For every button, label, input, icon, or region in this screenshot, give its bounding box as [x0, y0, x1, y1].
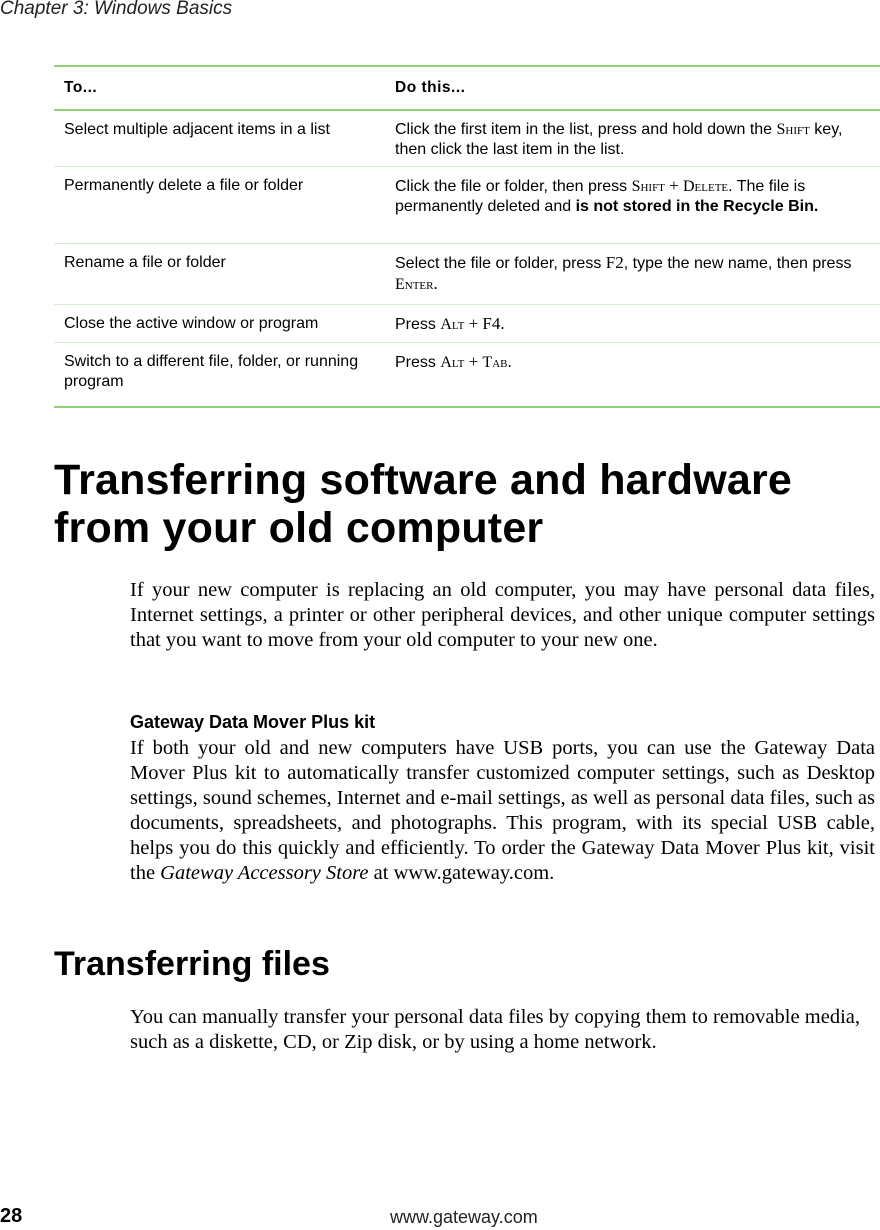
intro-paragraph: If your new computer is replacing an old computer, you may have personal data files, Internet settings, a printer or other peripheral devices, and other unique computer settings that you want to move from your old computer to your new one.	[130, 579, 875, 651]
table-row	[54, 305, 880, 343]
instruction-cell: Click the first item in the list, press and hold down the Shift key, then click the last item in the list.	[395, 121, 843, 158]
key-shift: Shift	[776, 121, 810, 138]
subheading-data-mover: Gateway Data Mover Plus kit	[130, 712, 376, 732]
emphasis-text: is not stored in the Recycle Bin.	[575, 198, 819, 215]
column-header-to: To...	[64, 79, 98, 96]
column-header-do-this: Do this...	[395, 79, 466, 96]
key-alt: Alt	[440, 354, 465, 371]
task-cell: Close the active window or program	[64, 315, 319, 332]
data-mover-paragraph: If both your old and new computers have USB ports, you can use the Gateway Data Mover Plus kit to automatically transfer customized computer settings, such as Desktop settings, sound schemes, Internet and e-mail settings, as well as personal data files, such as documents, spreadsheets, and photographs. This program, with its special USB cable, helps you do this quickly and efficiently. To order the Gateway Data Mover Plus kit, visit the Gateway Accessory Store at www.gateway.com.	[130, 737, 875, 884]
task-cell: Permanently delete a file or folder	[64, 177, 304, 194]
table-row	[54, 244, 880, 305]
task-cell: Select multiple adjacent items in a list	[64, 121, 330, 138]
footer-url: www.gateway.com	[390, 1207, 538, 1227]
key-alt: Alt	[440, 316, 465, 333]
table-row	[54, 111, 880, 167]
key-tab: Tab	[482, 354, 508, 371]
task-cell: Rename a file or folder	[64, 254, 226, 271]
shortcut-table	[54, 65, 880, 408]
key-delete: Delete	[683, 178, 729, 195]
key-f4: F4	[482, 314, 501, 333]
page-number: 28	[0, 1205, 23, 1227]
table-row	[54, 343, 880, 406]
key-shift: Shift	[631, 178, 665, 195]
running-head: Chapter 3: Windows Basics	[0, 0, 233, 19]
table-header	[54, 67, 880, 111]
instruction-cell: Press Alt + F4.	[395, 314, 505, 333]
section-heading-transferring-software: Transferring software and hardware from your old computer	[54, 456, 793, 552]
transferring-files-paragraph: You can manually transfer your personal data files by copying them to removable media, such as a diskette, CD, or Zip disk, or by using a home network.	[130, 1006, 860, 1053]
instruction-cell: Press Alt + Tab.	[395, 352, 512, 371]
store-name: Gateway Accessory Store	[160, 862, 369, 884]
key-f2: F2	[605, 253, 624, 272]
instruction-cell: Select the file or folder, press F2, type the new name, then press Enter.	[395, 253, 852, 293]
section-heading-transferring-files: Transferring files	[54, 945, 330, 983]
table-row	[54, 167, 880, 244]
task-cell: Switch to a different file, folder, or running program	[64, 353, 359, 390]
instruction-cell: Click the file or folder, then press Shift + Delete. The file is permanently deleted and is not stored in the Recycle Bin.	[395, 176, 819, 215]
key-enter: Enter	[395, 276, 434, 293]
